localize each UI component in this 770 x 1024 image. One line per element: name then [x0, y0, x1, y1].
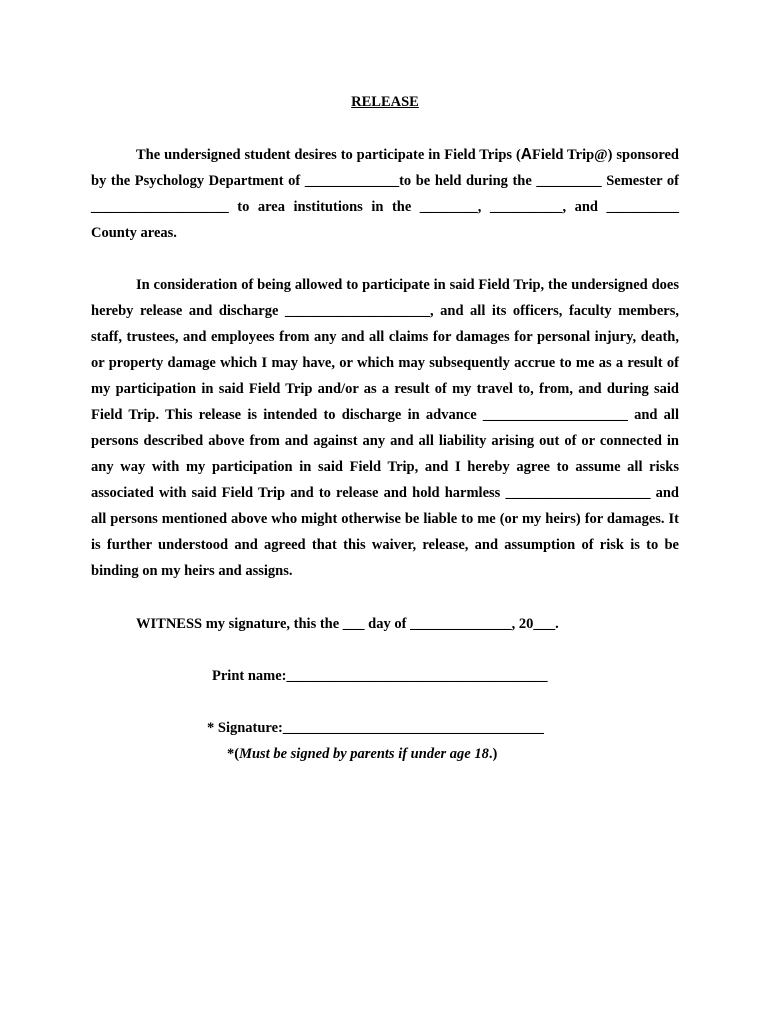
witness-line: WITNESS my signature, this the ___ day of ______________, 20___. — [136, 616, 559, 632]
participation-text-start: The undersigned student desires to participate in Field Trips ( — [136, 147, 521, 163]
note-close: .) — [488, 746, 498, 762]
release-paragraph: In consideration of being allowed to participate in said Field Trip, the undersigned does hereby release and discharge ____________________, and all its officers, faculty members, staff, trustees, and employees from any and all claims for damages for personal injury, death, or property damage which I may have, or which may subsequently accrue to me as a result of my participation in said Field Trip and/or as a result of my travel to, from, and during said Field Trip. This release is intended to discharge in advance ____________________ and all persons described above from and against any and all liability arising out of or connected in any way with my participation in said Field Trip, and I hereby agree to assume all risks associated with said Field Trip and to release and hold harmless ____________________ and all persons mentioned above who might otherwise be liable to me (or my heirs) for damages. It is further understood and agreed that this waiver, release, and assumption of risk is to be binding on my heirs and assigns. — [91, 277, 679, 579]
print-name-line: Print name:____________________________________ — [212, 668, 548, 684]
note-open: *( — [227, 746, 240, 762]
parent-signature-note — [227, 741, 497, 767]
participation-paragraph — [91, 142, 679, 246]
quote-glyph: A — [520, 146, 532, 163]
document-title: RELEASE — [351, 94, 419, 110]
participation-text-end: Field Trip@) sponsored by the Psychology Department of _____________to be held during the _________ Semester of ___________________ to area institutions in the ________, __________, and __________ County areas. — [91, 147, 679, 241]
note-italic-text: Must be signed by parents if under age 18 — [239, 746, 489, 762]
signature-line: * Signature:____________________________________ — [207, 720, 544, 736]
